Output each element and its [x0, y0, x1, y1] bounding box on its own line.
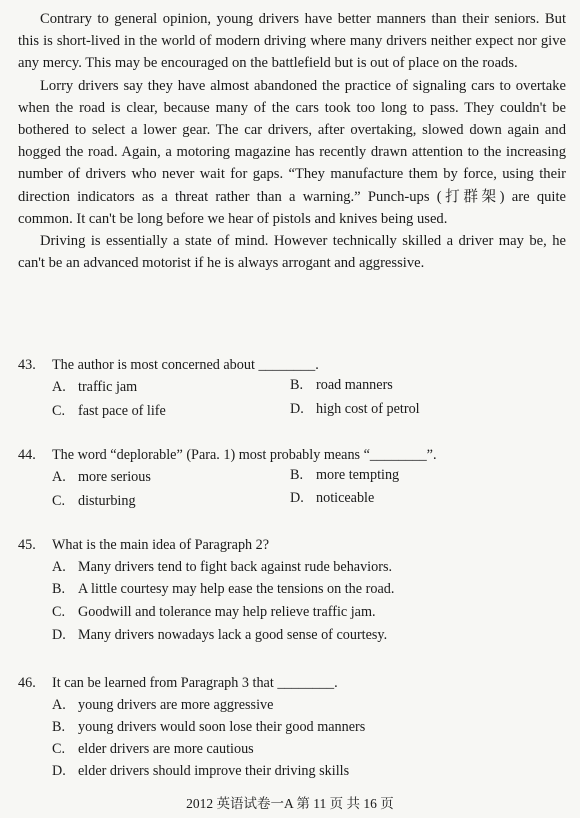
question-stem: The author is most concerned about ________. [52, 357, 319, 373]
option-a: A. more serious [52, 469, 151, 485]
question-stem: What is the main idea of Paragraph 2? [52, 537, 270, 553]
option-a: A. young drivers are more aggressive [52, 697, 274, 713]
option-d: D. Many drivers nowadays lack a good sense of courtesy. [52, 627, 388, 643]
option-d: D. elder drivers should improve their driving skills [52, 763, 350, 779]
passage-paragraph-2: Lorry drivers say they have almost abandoned the practice of signaling cars to overtake when the road is clear, because many of the cars took too long to pass. They couldn't be bothered to select a lower gear. The car drivers, after overtaking, slowed down again and hogged the road. Again, a motoring magazine has recently drawn attention to the increasing number of drivers who never wait for gaps. “They manufacture them by force, using their direction indicators as a threat rather than a warning.” Punch-ups (打群架) are quite common. It can't be long before we hear of pistols and knives being used. [18, 77, 566, 227]
option-b: B. road manners [290, 377, 393, 393]
option-b: B. A little courtesy may help ease the tensions on the road. [52, 581, 395, 597]
option-b: B. young drivers would soon lose their good manners [52, 719, 366, 735]
question-number: 45. [18, 537, 36, 553]
question-number: 43. [18, 357, 36, 373]
option-c: C. disturbing [52, 493, 136, 509]
option-b: B. more tempting [290, 467, 400, 483]
question-45 [18, 535, 566, 647]
question-stem: The word “deplorable” (Para. 1) most probably means “________”. [52, 447, 437, 463]
option-c: C. fast pace of life [52, 403, 166, 419]
option-d: D. high cost of petrol [290, 401, 420, 417]
option-d: D. noticeable [290, 490, 375, 506]
question-number: 46. [18, 675, 36, 691]
option-c: C. Goodwill and tolerance may help relieve traffic jam. [52, 604, 376, 620]
passage-paragraph-3: Driving is essentially a state of mind. However technically skilled a driver may be, he can't be an advanced motorist if he is always arrogant and aggressive. [18, 233, 566, 272]
reading-passage [18, 8, 566, 274]
page-footer: 2012 英语试卷一A 第 11 页 共 16 页 [186, 796, 394, 811]
option-a: A. Many drivers tend to fight back against rude behaviors. [52, 559, 393, 575]
option-a: A. traffic jam [52, 379, 138, 395]
question-43 [18, 355, 566, 425]
question-stem: It can be learned from Paragraph 3 that ________. [52, 675, 338, 691]
question-46 [18, 673, 566, 785]
passage-paragraph-1: Contrary to general opinion, young drivers have better manners than their seniors. But this is short-lived in the world of modern driving where many drivers neither expect nor give any mercy. This may be encouraged on the battlefield but is out of place on the roads. [18, 11, 566, 72]
option-c: C. elder drivers are more cautious [52, 741, 254, 757]
question-number: 44. [18, 447, 36, 463]
question-44 [18, 445, 566, 515]
